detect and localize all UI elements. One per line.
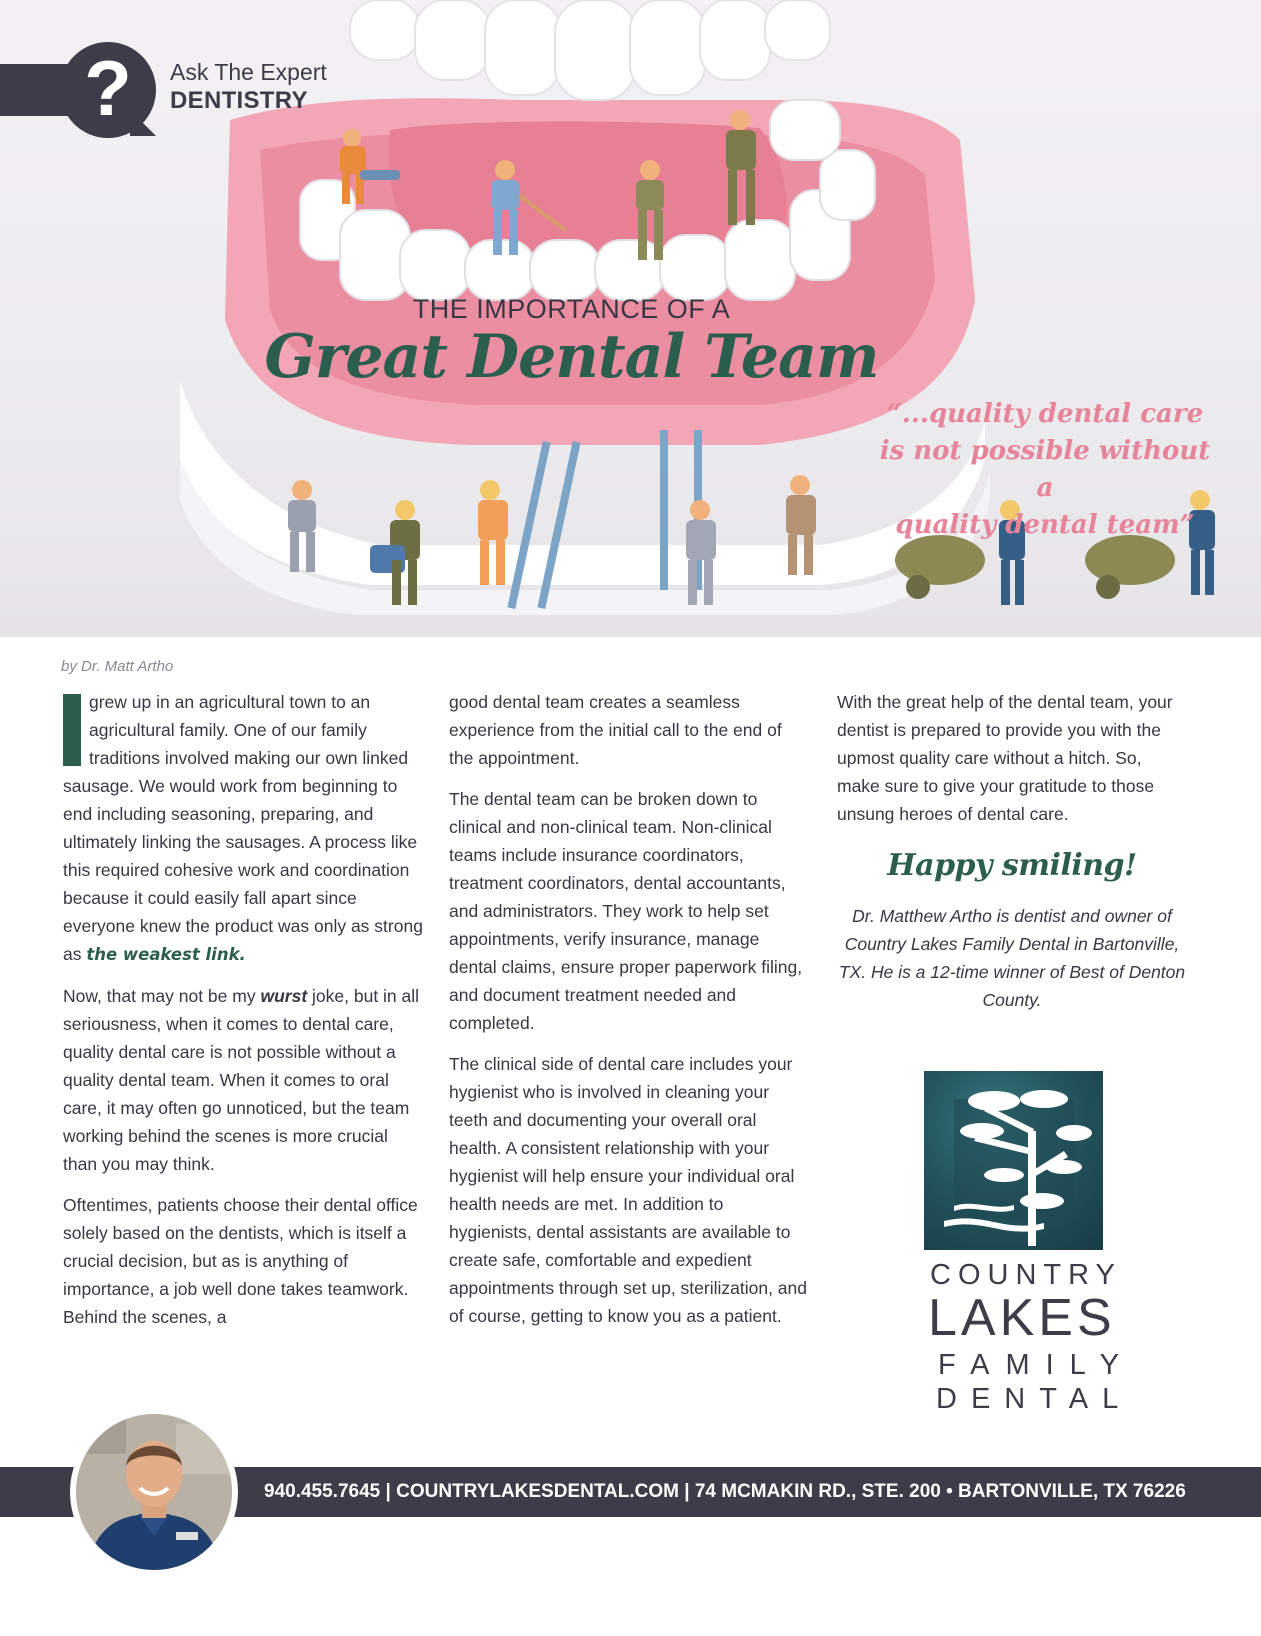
badge-label: Ask The Expert xyxy=(170,59,327,85)
contact-info: 940.455.7645 | COUNTRYLAKESDENTAL.COM | 74 MCMAKIN RD., STE. 200 • BARTONVILLE, TX 76226 xyxy=(264,1481,1186,1502)
pull-quote xyxy=(870,396,1220,544)
emphasis-text: wurst xyxy=(260,986,308,1006)
article-title: Great Dental Team xyxy=(264,322,879,392)
closing-line: Happy smiling! xyxy=(887,848,1137,883)
paragraph: The clinical side of dental care includes your hygienist who is involved in cleaning your teeth and documenting your overall oral health. A consistent relationship with your hygienist will help ensure your individual oral health needs are met. In addition to hygienists, dental assistants are available to create safe, comfortable and expedient appointments through set up, sterilization, and of course, getting to know you as a patient. xyxy=(449,1054,807,1326)
paragraph xyxy=(63,688,423,969)
country-lakes-logo xyxy=(924,1071,1135,1416)
article-kicker: THE IMPORTANCE OF A xyxy=(412,294,731,324)
author-photo xyxy=(70,1408,238,1576)
tree-icon xyxy=(924,1071,1103,1250)
badge-category: DENTISTRY xyxy=(170,87,308,114)
logo-line: DENTAL xyxy=(936,1383,1133,1415)
article-column-3 xyxy=(837,688,1187,1014)
pull-quote-line: is not possible without a xyxy=(879,436,1211,503)
pull-quote-line: “...quality dental care xyxy=(886,399,1204,429)
logo-wordmark xyxy=(924,1258,1135,1416)
emphasis-text: the weakest link. xyxy=(86,945,246,964)
logo-line: COUNTRY xyxy=(930,1259,1122,1291)
pull-quote-line: quality dental team” xyxy=(895,510,1195,540)
paragraph xyxy=(63,982,423,1178)
paragraph-text: Now, that may not be my xyxy=(63,986,256,1006)
article-column-2 xyxy=(449,688,809,1343)
paragraph-text: joke, but in all seriousness, when it comes to dental care, quality dental care is not possible without a quality dental team. When it comes to oral care, it may often go unnoticed, but the team working behind the scenes is more crucial than you may think. xyxy=(63,986,420,1174)
speech-tail xyxy=(130,110,156,136)
author-bio: Dr. Matthew Artho is dentist and owner of Country Lakes Family Dental in Bartonville, TX. He is a 12-time winner of Best of Denton County. xyxy=(838,906,1186,1010)
drop-cap xyxy=(63,694,81,766)
hero-image xyxy=(0,0,1261,637)
paragraph: The dental team can be broken down to clinical and non-clinical team. Non-clinical teams include insurance coordinators, treatment coordinators, dental accountants, and administrators. They work to help set appointments, verify insurance, manage dental claims, ensure proper paperwork filing, and document treatment needed and completed. xyxy=(449,789,803,1033)
paragraph: Oftentimes, patients choose their dental office solely based on the dentists, which is itself a crucial decision, but as is anything of importance, a job well done takes teamwork. Behind the scenes, a xyxy=(63,1195,418,1327)
paragraph: good dental team creates a seamless experience from the initial call to the end of the appointment. xyxy=(449,692,782,768)
byline: by Dr. Matt Artho xyxy=(61,658,174,675)
paragraph: With the great help of the dental team, your dentist is prepared to provide you with the upmost quality care without a hitch. So, make sure to give your gratitude to those unsung heroes of dental care. xyxy=(837,692,1173,824)
section-badge xyxy=(170,58,327,116)
logo-line: FAMILY xyxy=(938,1349,1135,1381)
article-column-1 xyxy=(63,688,423,1344)
question-glyph: ? xyxy=(84,44,132,132)
logo-line: LAKES xyxy=(928,1289,1116,1347)
paragraph-text: grew up in an agricultural town to an agricultural family. One of our family traditions involved making our own linked sausage. We would work from beginning to end including seasoning, preparing, and ultimately linking the sausages. A process like this required cohesive work and coordination because it could easily fall apart since everyone knew the product was only as strong as xyxy=(63,692,423,964)
